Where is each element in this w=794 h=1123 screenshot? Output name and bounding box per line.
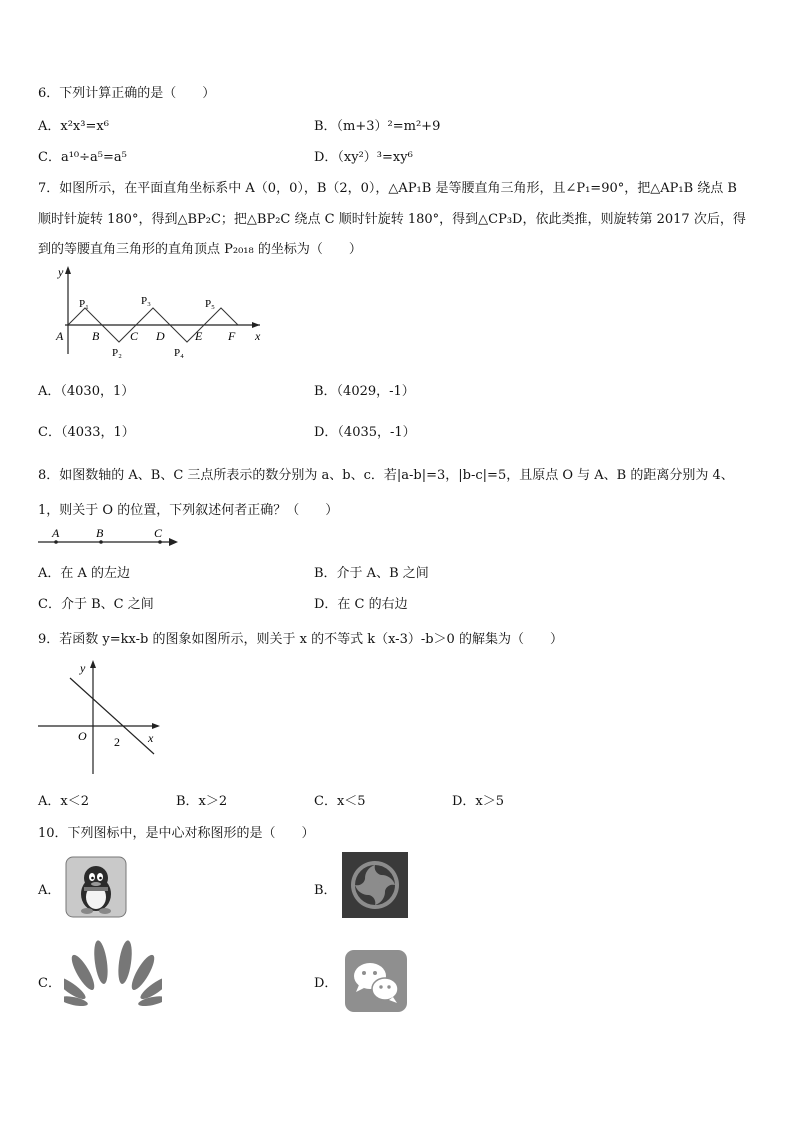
q8-option-b: B．介于 A、B 之间 xyxy=(314,566,429,581)
label-C: C xyxy=(154,526,163,540)
q8-number-line xyxy=(36,524,181,550)
q8-option-a: A．在 A 的左边 xyxy=(38,566,131,581)
label-D: D xyxy=(156,329,165,343)
label-x: x xyxy=(255,329,261,343)
y-axis-arrow-icon xyxy=(65,266,71,274)
q9-line-graph xyxy=(36,658,166,778)
q10-option-d-label: D． xyxy=(314,976,338,991)
x-axis-arrow-icon xyxy=(252,322,260,328)
swirl-logo-icon xyxy=(341,851,409,919)
q6-option-a: A．x²x³=x⁶ xyxy=(38,119,109,134)
label-y: y xyxy=(58,265,64,279)
q9-option-c: C．x＜5 xyxy=(314,794,366,809)
q9-option-b: B．x＞2 xyxy=(176,794,228,809)
label-y: y xyxy=(80,661,86,675)
q8-option-d: D．在 C 的右边 xyxy=(314,597,408,612)
q6-stem: 6．下列计算正确的是（ ） xyxy=(38,86,216,101)
label-P1: P₁ xyxy=(79,298,89,310)
x-axis-arrow-icon xyxy=(152,723,160,729)
q9-option-a: A．x＜2 xyxy=(38,794,89,809)
label-origin: O xyxy=(78,729,87,743)
label-P4: P₄ xyxy=(174,347,184,359)
q7-option-b: B．（4029，-1） xyxy=(314,384,415,399)
q7-option-c: C．（4033，1） xyxy=(38,425,135,440)
q8-stem-line1: 8．如图数轴的 A、B、C 三点所表示的数分别为 a、b、c．若|a-b|=3，|b-c|=5，且原点 O 与 A、B 的距离分别为 4、 xyxy=(38,468,734,483)
q7-stem-line1: 7．如图所示，在平面直角坐标系中 A（0，0），B（2，0），△AP₁B 是等腰直角三角形，且∠P₁=90°，把△AP₁B 绕点 B xyxy=(38,181,737,196)
q8-option-c: C．介于 B、C 之间 xyxy=(38,597,154,612)
qq-penguin-icon xyxy=(65,856,127,918)
q7-zigzag-figure xyxy=(50,262,270,362)
q10-option-a-label: A． xyxy=(38,883,61,898)
point-C xyxy=(158,540,162,544)
label-P5: P₅ xyxy=(205,298,215,310)
q6-option-b: B．（m+3）²=m²+9 xyxy=(314,119,441,134)
q10-option-b-label: B． xyxy=(314,883,337,898)
q7-stem-line3: 到的等腰直角三角形的直角顶点 P₂₀₁₈ 的坐标为（ ） xyxy=(38,242,362,257)
q7-stem-line2: 顺时针旋转 180°，得到△BP₂C；把△BP₂C 绕点 C 顺时针旋转 180°，得到△CP₃D，依此类推，则旋转第 2017 次后，得 xyxy=(38,212,746,227)
label-A: A xyxy=(52,526,60,540)
q7-option-a: A．（4030，1） xyxy=(38,384,135,399)
q10-option-c-label: C． xyxy=(38,976,61,991)
q10-stem: 10．下列图标中，是中心对称图形的是（ ） xyxy=(38,826,315,841)
label-A: A xyxy=(56,329,64,343)
number-line-arrow-icon xyxy=(169,538,178,546)
wechat-bubbles-icon xyxy=(344,949,408,1013)
label-B: B xyxy=(92,329,100,343)
label-F: F xyxy=(228,329,236,343)
label-P3: P₃ xyxy=(141,295,151,307)
q6-option-d: D．（xy²）³=xy⁶ xyxy=(314,150,413,165)
label-C: C xyxy=(130,329,139,343)
q8-stem-line2: 1，则关于 O 的位置，下列叙述何者正确？（ ） xyxy=(38,503,339,518)
q9-stem: 9．若函数 y=kx-b 的图象如图所示，则关于 x 的不等式 k（x-3）-b＞0 的解集为（ ） xyxy=(38,632,563,647)
point-B xyxy=(99,540,103,544)
y-axis-arrow-icon xyxy=(90,660,96,668)
label-E: E xyxy=(195,329,203,343)
q7-option-d: D．（4035，-1） xyxy=(314,425,416,440)
label-P2: P₂ xyxy=(112,347,122,359)
label-two: 2 xyxy=(114,735,120,749)
q6-option-c: C．a¹⁰÷a⁵=a⁵ xyxy=(38,150,127,165)
q9-option-d: D．x＞5 xyxy=(452,794,505,809)
huawei-petals-icon xyxy=(64,940,162,1020)
label-B: B xyxy=(96,526,104,540)
point-A xyxy=(54,540,58,544)
label-x: x xyxy=(148,731,154,745)
